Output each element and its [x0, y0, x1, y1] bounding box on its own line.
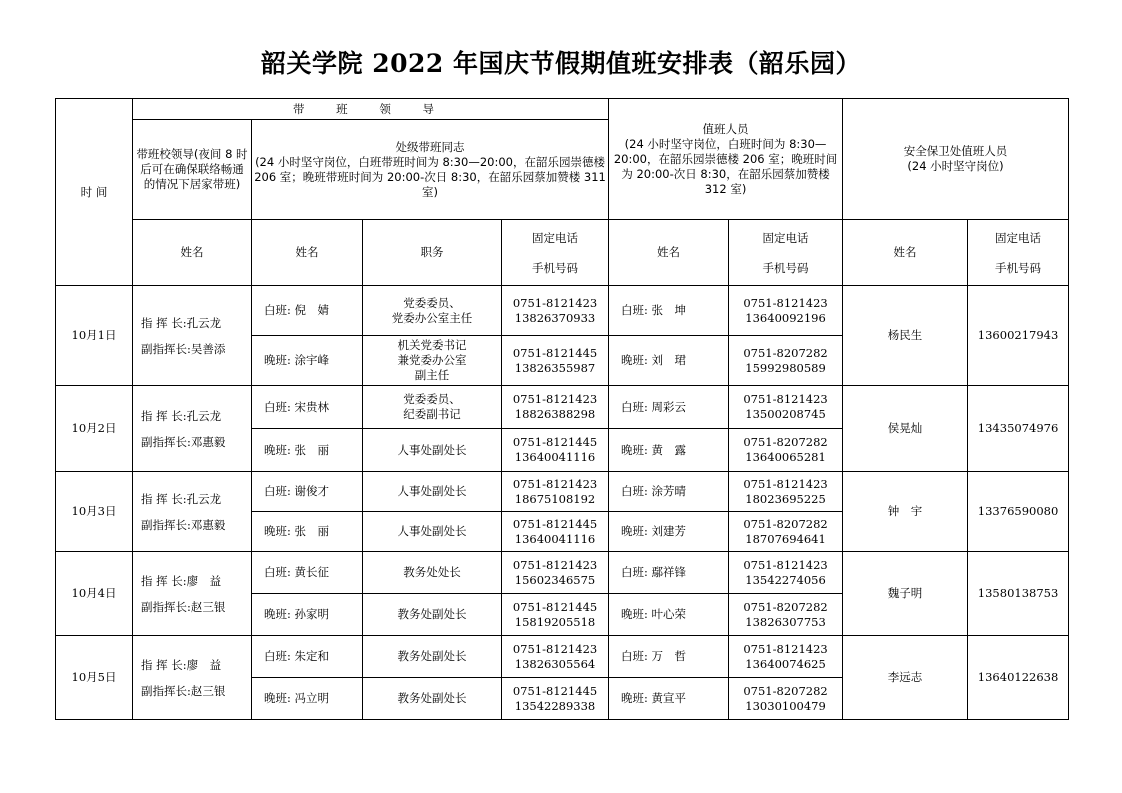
duty-staff-note: (24 小时坚守岗位，白班时间为 8:30—20:00，在韶乐园崇德楼 206 室；晚班时间为 20:00-次日 8:30，在韶乐园蔡加赞楼 312 室): [613, 136, 838, 196]
security-name: 侯晃灿: [843, 386, 968, 472]
day-leader-position: [363, 472, 502, 512]
day-leader: 白班: 谢俊才: [252, 472, 363, 512]
security-name: 魏子明: [843, 552, 968, 636]
col-phone-label: 固定电话: [995, 230, 1042, 245]
day-staff: 白班: 鄢祥锋: [609, 552, 729, 594]
tel: 0751-8207282: [743, 435, 828, 449]
mobile: 13640041116: [514, 450, 596, 464]
day-staff: 白班: 张 坤: [609, 286, 729, 336]
schedule-rows: [56, 286, 1069, 720]
night-leader: 晚班: 涂宇峰: [252, 336, 363, 386]
duty-staff-header: [609, 99, 843, 220]
day-staff-phone: [729, 286, 843, 336]
mobile: 13826355987: [514, 360, 596, 375]
mobile: 13826307753: [745, 614, 826, 629]
night-staff-phone: [729, 678, 843, 720]
tel: 0751-8121423: [743, 295, 828, 310]
security-phone: 13376590080: [968, 472, 1069, 552]
night-leader-phone: [502, 594, 609, 636]
position-text: 人事处副处长: [397, 484, 467, 498]
table-row: [56, 552, 1069, 594]
day-leader: 白班: 倪 婧: [252, 286, 363, 336]
date-cell: 10月1日: [56, 286, 133, 386]
tel: 0751-8121423: [743, 476, 828, 491]
commander-cell: [133, 386, 252, 472]
commander: 指 挥 长:孔云龙: [141, 408, 222, 423]
position-text: 教务处副处长: [397, 649, 467, 663]
tel: 0751-8121445: [512, 599, 598, 614]
day-leader-position: [363, 552, 502, 594]
col-phone-security: [968, 220, 1069, 286]
page-title: 韶关学院 2022 年国庆节假期值班安排表（韶乐园）: [261, 49, 861, 78]
security-name: 李远志: [843, 636, 968, 720]
school-leader-header: 带班校领导(夜间 8 时后可在确保联络畅通的情况下居家带班): [133, 120, 252, 220]
duty-staff-title: 值班人员: [702, 121, 749, 136]
night-leader-position: [363, 336, 502, 386]
mobile: 13640074625: [745, 656, 826, 671]
vice-commander: 副指挥长:邓惠毅: [141, 517, 226, 532]
security-phone: 13435074976: [968, 386, 1069, 472]
tel: 0751-8121423: [512, 295, 598, 310]
vice-commander: 副指挥长:吴善添: [141, 341, 226, 356]
day-staff: 白班: 周彩云: [609, 386, 729, 429]
date-cell: 10月5日: [56, 636, 133, 720]
night-leader-position: [363, 429, 502, 472]
day-staff-phone: [729, 472, 843, 512]
day-staff: 白班: 万 哲: [609, 636, 729, 678]
col-mobile-label: 手机号码: [762, 260, 809, 275]
col-name-dept-leader: 姓名: [252, 220, 363, 286]
position-text: 党委委员、 纪委副书记: [403, 392, 461, 421]
commander: 指 挥 长:孔云龙: [141, 491, 222, 506]
day-leader-phone: [502, 636, 609, 678]
night-staff-phone: [729, 512, 843, 552]
table-row: [56, 286, 1069, 336]
security-phone: 13600217943: [968, 286, 1069, 386]
day-staff: 白班: 涂芳晴: [609, 472, 729, 512]
day-staff-phone: [729, 636, 843, 678]
tel: 0751-8121423: [743, 392, 828, 406]
day-leader-position: [363, 386, 502, 429]
table-row: [56, 636, 1069, 678]
day-staff-phone: [729, 386, 843, 429]
night-staff: 晚班: 刘 珺: [609, 336, 729, 386]
col-name-security: 姓名: [843, 220, 968, 286]
night-leader-phone: [502, 678, 609, 720]
mobile: 13500208745: [745, 407, 826, 421]
security-note: (24 小时坚守岗位): [907, 159, 1004, 173]
commander-cell: [133, 286, 252, 386]
mobile: 13826370933: [514, 310, 596, 325]
day-leader: 白班: 宋贵林: [252, 386, 363, 429]
night-staff-phone: [729, 336, 843, 386]
mobile: 13640041116: [514, 531, 596, 546]
position-text: 教务处处长: [403, 565, 461, 579]
tel: 0751-8121423: [512, 557, 598, 572]
night-staff-phone: [729, 429, 843, 472]
mobile: 13640092196: [745, 310, 826, 325]
day-leader-position: [363, 286, 502, 336]
mobile: 15819205518: [514, 614, 596, 629]
day-leader-phone: [502, 472, 609, 512]
col-phone-label: 固定电话: [762, 230, 809, 245]
security-title: 安全保卫处值班人员: [903, 144, 1008, 158]
table-row: [56, 472, 1069, 512]
col-position: 职务: [363, 220, 502, 286]
tel: 0751-8121445: [512, 516, 598, 531]
tel: 0751-8121445: [512, 683, 598, 698]
tel: 0751-8207282: [743, 683, 828, 698]
mobile: 18023695225: [745, 491, 826, 506]
night-leader-phone: [502, 336, 609, 386]
night-leader-phone: [502, 512, 609, 552]
tel: 0751-8121423: [512, 476, 598, 491]
col-name-duty: 姓名: [609, 220, 729, 286]
table-row: [56, 386, 1069, 429]
position-text: 人事处副处长: [397, 442, 467, 457]
leaders-group-label: 带 班 领 导: [293, 101, 448, 116]
night-leader: 晚班: 张 丽: [252, 512, 363, 552]
col-name-leader-label: 姓名: [133, 220, 252, 286]
mobile: 18675108192: [514, 491, 596, 506]
day-leader: 白班: 黄长征: [252, 552, 363, 594]
date-cell: 10月3日: [56, 472, 133, 552]
tel: 0751-8121445: [512, 435, 598, 449]
position-text: 机关党委书记 兼党委办公室 副主任: [397, 338, 467, 382]
duty-schedule-table: [55, 98, 1069, 720]
day-leader-phone: [502, 286, 609, 336]
col-phone-label: 固定电话: [532, 230, 579, 245]
commander: 指 挥 长:孔云龙: [141, 315, 222, 330]
day-staff-phone: [729, 552, 843, 594]
night-staff-phone: [729, 594, 843, 636]
security-header: [843, 99, 1069, 220]
night-staff: 晚班: 叶心荣: [609, 594, 729, 636]
tel: 0751-8207282: [743, 345, 828, 360]
night-staff: 晚班: 黄宣平: [609, 678, 729, 720]
position-text: 教务处副处长: [397, 691, 467, 705]
security-name: 杨民生: [843, 286, 968, 386]
col-phone-duty: [729, 220, 843, 286]
position-text: 党委委员、 党委办公室主任: [391, 295, 473, 325]
day-leader: 白班: 朱定和: [252, 636, 363, 678]
mobile: 18826388298: [514, 407, 596, 421]
tel: 0751-8121423: [512, 641, 598, 656]
position-text: 人事处副处长: [397, 524, 467, 538]
col-phone-dept: [502, 220, 609, 286]
tel: 0751-8121423: [512, 392, 598, 406]
night-leader: 晚班: 张 丽: [252, 429, 363, 472]
tel: 0751-8121423: [743, 557, 828, 572]
commander-cell: [133, 552, 252, 636]
tel: 0751-8121445: [512, 345, 598, 360]
commander: 指 挥 长:廖 益: [141, 573, 222, 588]
night-staff: 晚班: 黄 露: [609, 429, 729, 472]
day-leader-phone: [502, 552, 609, 594]
night-leader-position: [363, 678, 502, 720]
mobile: 13542289338: [514, 698, 596, 713]
mobile: 18707694641: [745, 531, 826, 546]
leaders-group-header: [133, 99, 609, 120]
day-leader-phone: [502, 386, 609, 429]
date-cell: 10月2日: [56, 386, 133, 472]
col-mobile-label: 手机号码: [995, 260, 1042, 275]
dept-leader-note: (24 小时坚守岗位，白班带班时间为 8:30—20:00，在韶乐园崇德楼 206 室；晚班带班时间为 20:00-次日 8:30，在韶乐园蔡加赞楼 311 室): [254, 154, 606, 199]
position-text: 教务处副处长: [397, 607, 467, 621]
tel: 0751-8207282: [743, 516, 828, 531]
dept-leader-title: 处级带班同志: [395, 139, 465, 154]
tel: 0751-8121423: [743, 641, 828, 656]
mobile: 13542274056: [745, 572, 826, 587]
mobile: 13826305564: [514, 656, 596, 671]
security-phone: 13640122638: [968, 636, 1069, 720]
night-leader-phone: [502, 429, 609, 472]
vice-commander: 副指挥长:赵三银: [141, 683, 226, 698]
mobile: 13640065281: [745, 450, 826, 464]
night-staff: 晚班: 刘建芳: [609, 512, 729, 552]
night-leader-position: [363, 594, 502, 636]
night-leader: 晚班: 孙家明: [252, 594, 363, 636]
time-header: 时 间: [56, 99, 133, 286]
col-mobile-label: 手机号码: [532, 260, 579, 275]
tel: 0751-8207282: [743, 599, 828, 614]
commander: 指 挥 长:廖 益: [141, 657, 222, 672]
security-name: 钟 宇: [843, 472, 968, 552]
mobile: 15602346575: [514, 572, 596, 587]
security-phone: 13580138753: [968, 552, 1069, 636]
vice-commander: 副指挥长:赵三银: [141, 599, 226, 614]
commander-cell: [133, 636, 252, 720]
dept-leader-header: [252, 120, 609, 220]
night-leader: 晚班: 冯立明: [252, 678, 363, 720]
commander-cell: [133, 472, 252, 552]
mobile: 13030100479: [745, 698, 826, 713]
night-leader-position: [363, 512, 502, 552]
day-leader-position: [363, 636, 502, 678]
date-cell: 10月4日: [56, 552, 133, 636]
vice-commander: 副指挥长:邓惠毅: [141, 434, 226, 449]
mobile: 15992980589: [745, 360, 826, 375]
